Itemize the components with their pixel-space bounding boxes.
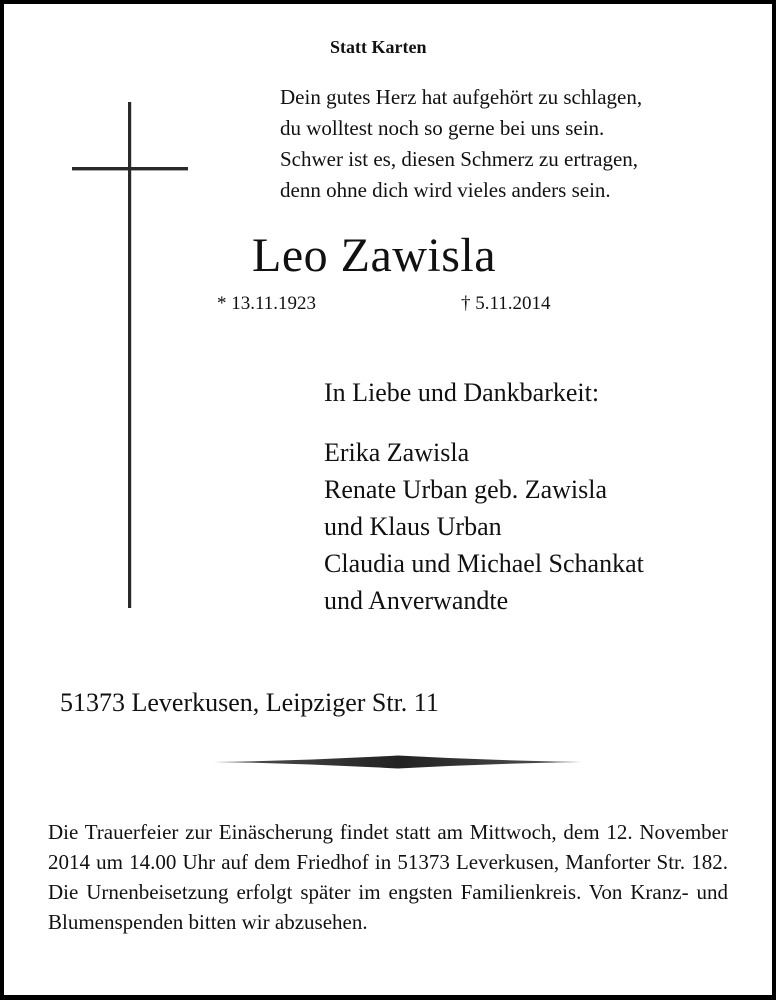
poem — [280, 82, 642, 206]
poem-line: Dein gutes Herz hat aufgehört zu schlagen, — [280, 85, 643, 109]
poem-line: du wolltest noch so gerne bei uns sein. — [280, 116, 605, 140]
mourner-line: Erika Zawisla — [324, 438, 470, 467]
cross-icon — [72, 102, 188, 608]
ceremony-notice: Die Trauerfeier zur Einäscherung findet statt am Mittwoch, dem 12. November 2014 um 14.00 Uhr auf dem Friedhof in 51373 Leverkusen, Manforter Str. 182. Die Urnenbeisetzung erfolgt später im engsten Familienkreis. Von Kranz- und Blumenspenden bitten wir abzusehen. — [48, 820, 728, 934]
mourner-line: Renate Urban geb. Zawisla — [324, 475, 608, 504]
mourner-line: und Anverwandte — [324, 586, 509, 615]
birth-date: * 13.11.1923 — [217, 293, 317, 314]
mourners-list — [324, 434, 644, 619]
thanks-line: In Liebe und Dankbarkeit: — [324, 378, 600, 407]
ornamental-divider — [214, 755, 582, 769]
mourner-line: und Klaus Urban — [324, 512, 502, 541]
deceased-name: Leo Zawisla — [252, 229, 497, 282]
death-date: † 5.11.2014 — [461, 293, 551, 314]
poem-line: denn ohne dich wird vieles anders sein. — [280, 178, 611, 202]
poem-line: Schwer ist es, diesen Schmerz zu ertragen, — [280, 147, 639, 171]
mourner-line: Claudia und Michael Schankat — [324, 549, 644, 578]
header-label: Statt Karten — [330, 37, 427, 57]
address: 51373 Leverkusen, Leipziger Str. 11 — [60, 688, 439, 717]
